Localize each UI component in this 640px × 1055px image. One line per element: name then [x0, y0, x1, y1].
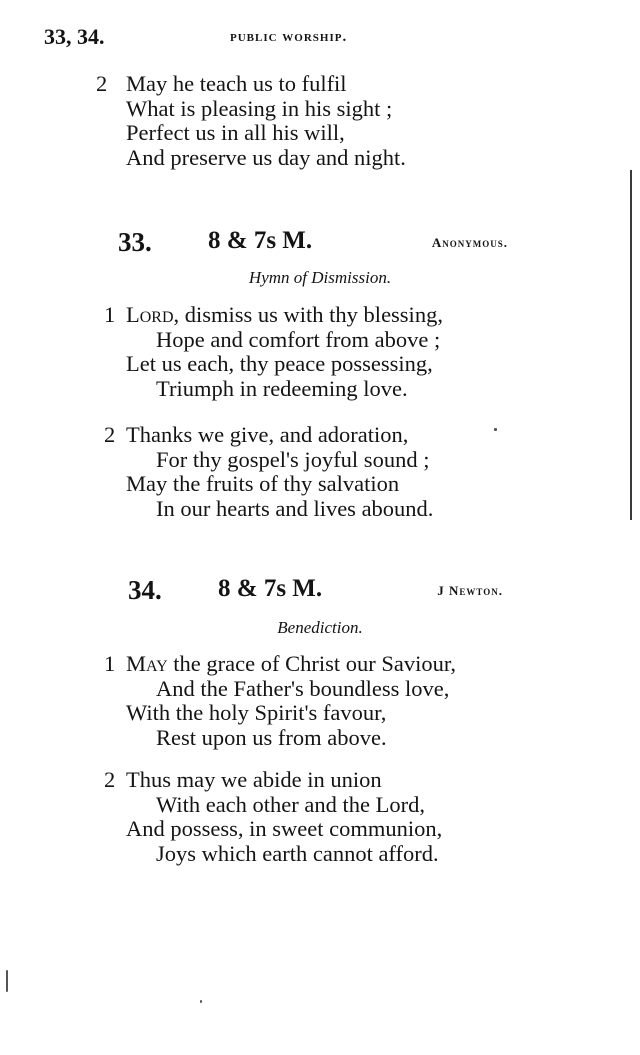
stanza-line: And possess, in sweet communion,: [126, 816, 443, 841]
stanza-line: Rest upon us from above.: [156, 724, 387, 750]
hymn-meter: 8 & 7s M.: [208, 227, 313, 254]
stanza-line: [104, 303, 443, 328]
hymn-author: Anonymous.: [431, 235, 508, 250]
line-text: the grace of Christ our Saviour,: [167, 651, 457, 676]
stanza-line: May the fruits of thy salvation: [126, 471, 400, 496]
stanza-line: And preserve us day and night.: [126, 144, 406, 170]
stanza-number: 2: [96, 71, 108, 96]
stanza-number: 2: [104, 767, 116, 792]
line-text: Thanks we give, and adoration,: [126, 422, 409, 447]
stanza-line: Triumph in redeeming love.: [156, 375, 408, 401]
line-text: May he teach us to fulfil: [126, 71, 347, 96]
hymn-33-stanza-1: [104, 303, 443, 401]
stanza-number: 1: [104, 651, 116, 676]
stanza-number: 1: [104, 302, 116, 327]
line-text: Thus may we abide in union: [126, 767, 382, 792]
stanza-line: Joys which earth cannot afford.: [156, 840, 439, 866]
hymn-33-heading: [118, 227, 508, 261]
first-word: Lord,: [126, 302, 180, 327]
hymn-34-stanza-1: [104, 652, 456, 750]
running-header: [44, 24, 604, 50]
stanza-line: With the holy Spirit's favour,: [126, 700, 387, 725]
stanza-line: [104, 768, 442, 793]
stanza-line: Let us each, thy peace possessing,: [126, 351, 433, 376]
stanza-line: [96, 72, 406, 97]
hymn-meter: 8 & 7s M.: [218, 575, 323, 602]
stanza-line: With each other and the Lord,: [156, 791, 425, 817]
line-text: dismiss us with thy blessing,: [179, 302, 443, 327]
hymn-number: 34.: [128, 575, 162, 605]
stanza-line: [104, 423, 433, 448]
scan-speck: [494, 428, 497, 431]
scan-speck: [200, 1000, 202, 1003]
section-title: public worship.: [230, 29, 348, 45]
hymn-33-title: Hymn of Dismission.: [248, 268, 392, 287]
stanza-line: In our hearts and lives abound.: [156, 495, 434, 521]
prev-hymn-stanza-2: [96, 72, 406, 170]
stanza-line: [104, 652, 456, 677]
hymn-34-title: Benediction.: [277, 618, 363, 637]
stanza-number: 2: [104, 422, 116, 447]
hymn-34-stanza-2: [104, 768, 442, 866]
stanza-line: What is pleasing in his sight ;: [126, 95, 393, 121]
hymn-33-stanza-2: [104, 423, 433, 521]
scan-speck: [6, 970, 8, 992]
first-word: May: [126, 651, 168, 676]
hymn-34-heading: [128, 575, 503, 609]
stanza-line: Hope and comfort from above ;: [156, 326, 441, 352]
hymn-author: J Newton.: [437, 583, 503, 598]
hymn-number: 33.: [118, 227, 152, 257]
page-numbers: 33, 34.: [44, 24, 105, 49]
stanza-line: For thy gospel's joyful sound ;: [156, 446, 430, 472]
stanza-line: Perfect us in all his will,: [126, 120, 345, 145]
stanza-line: And the Father's boundless love,: [156, 675, 450, 701]
scan-edge-line: [630, 170, 632, 520]
